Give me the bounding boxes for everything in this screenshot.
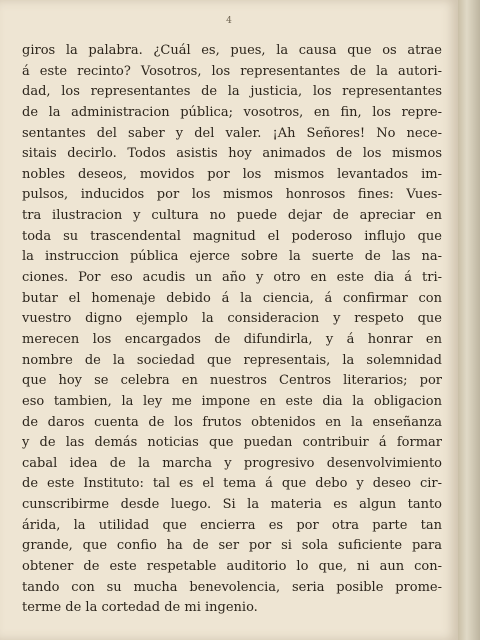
text-line: que hoy se celebra en nuestros Centros literarios; por — [22, 373, 442, 389]
text-line: á este recinto? Vosotros, los representantes de la autori- — [22, 63, 442, 79]
page-edge — [458, 0, 480, 640]
text-line: de daros cuenta de los frutos obtenidos en la enseñanza — [22, 414, 442, 430]
text-line: ciones. Por eso acudis un año y otro en este dia á tri- — [22, 270, 442, 286]
text-line: eso tambien, la ley me impone en este dia la obligacion — [22, 393, 442, 409]
text-line: grande, que confio ha de ser por si sola suficiente para — [22, 538, 442, 554]
text-line: cunscribirme desde luego. Si la materia es algun tanto — [22, 497, 442, 513]
text-line: obtener de este respetable auditorio lo que, ni aun con- — [22, 559, 442, 575]
text-line: sitais decirlo. Todos asistis hoy animados de los mismos — [22, 146, 442, 162]
text-line: terme de la cortedad de mi ingenio. — [22, 600, 258, 616]
text-line: tando con su mucha benevolencia, seria posible prome- — [22, 579, 442, 595]
text-line: nobles deseos, movidos por los mismos levantados im- — [22, 166, 442, 182]
text-line: vuestro digno ejemplo la consideracion y respeto que — [22, 311, 442, 327]
text-line: merecen los encargados de difundirla, y á honrar en — [22, 331, 442, 347]
text-line: dad, los representantes de la justicia, los representantes — [22, 84, 442, 100]
text-line: de este Instituto: tal es el tema á que debo y deseo cir- — [22, 476, 442, 492]
text-line: árida, la utilidad que encierra es por otra parte tan — [22, 517, 442, 533]
text-line: de la administracion pública; vosotros, en fin, los repre- — [22, 104, 442, 120]
page-number: 4 — [226, 16, 232, 26]
text-line: la instruccion pública ejerce sobre la suerte de las na- — [22, 249, 442, 265]
text-line: tra ilustracion y cultura no puede dejar de apreciar en — [22, 208, 442, 224]
text-line: nombre de la sociedad que representais, la solemnidad — [22, 352, 442, 368]
text-line: sentantes del saber y del valer. ¡Ah Señores! No nece- — [22, 125, 442, 141]
text-line: toda su trascendental magnitud el poderoso influjo que — [22, 228, 442, 244]
text-line: butar el homenaje debido á la ciencia, á confirmar con — [22, 290, 442, 306]
text-line: pulsos, inducidos por los mismos honrosos fines: Vues- — [22, 187, 442, 203]
text-line: giros la palabra. ¿Cuál es, pues, la causa que os atrae — [22, 43, 442, 58]
text-line: cabal idea de la marcha y progresivo desenvolvimiento — [22, 455, 442, 471]
text-line: y de las demás noticias que puedan contribuir á formar — [22, 435, 442, 451]
body-text — [22, 41, 442, 619]
